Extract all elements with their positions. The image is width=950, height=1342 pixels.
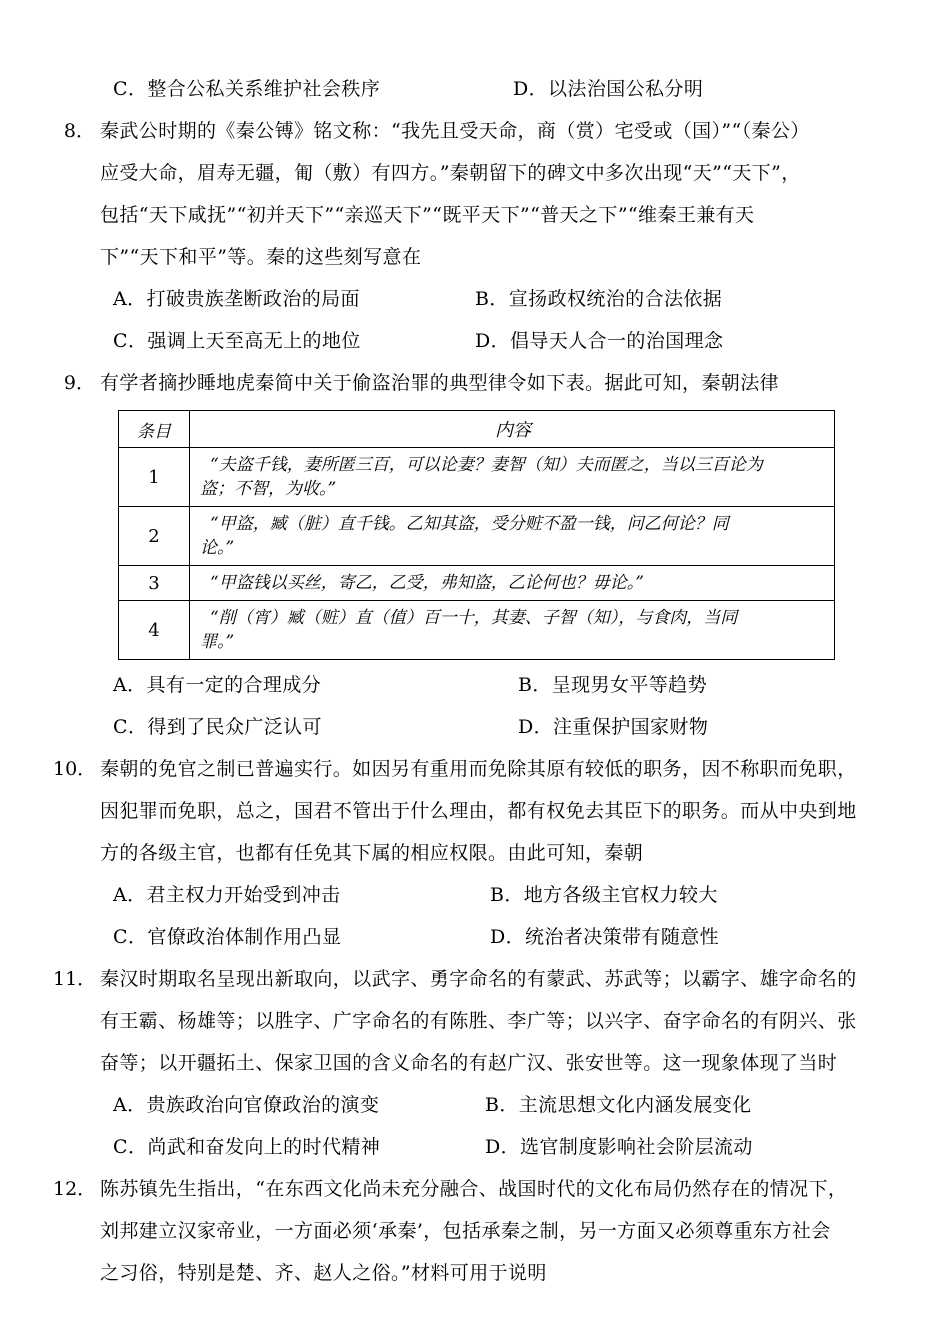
law-statutes-table: [118, 410, 835, 660]
question-9-option-b: B．呈现男女平等趋势: [518, 674, 707, 696]
question-8-option-b: B．宣扬政权统治的合法依据: [475, 288, 723, 310]
question-9-stem-line: 有学者摘抄睡地虎秦简中关于偷盗治罪的典型律令如下表。据此可知，秦朝法律: [100, 372, 780, 394]
question-10-options-row-cd: [100, 916, 910, 958]
question-12-number: 12．: [53, 1178, 97, 1200]
question-10-options-row-ab: [100, 874, 910, 916]
question-8-options-row-ab: [100, 278, 910, 320]
table-row-content: [190, 566, 835, 601]
question-10-stem-line: 因犯罪而免职，总之，国君不管出于什么理由，都有权免去其臣下的职务。而从中央到地: [100, 800, 857, 822]
table-cell-line: “夫盗千钱，妻所匿三百，可以论妻？妻智（知）夫而匿之，当以三百论为: [210, 455, 763, 475]
table-row: [119, 507, 835, 566]
question-12-stem-line: 陈苏镇先生指出，“在东西文化尚未充分融合、战国时代的文化布局仍然存在的情况下，: [100, 1178, 848, 1200]
question-8-stem-line: 包括“天下咸抚”“初并天下”“亲巡天下”“既平天下”“普天之下”“维秦王兼有天: [100, 204, 755, 226]
question-11-options-row-ab: [100, 1084, 910, 1126]
question-10-option-b: B．地方各级主官权力较大: [490, 884, 718, 906]
question-12-stem-line: 刘邦建立汉家帝业，一方面必须‘承秦’，包括承秦之制，另一方面又必须尊重东方社会: [100, 1220, 831, 1242]
table-cell-line: 盗；不智，为收。”: [200, 479, 337, 499]
question-8-option-c: C．强调上天至高无上的地位: [113, 330, 361, 352]
question-10-stem-line: 秦朝的免官之制已普遍实行。如因另有重用而免除其原有较低的职务，因不称职而免职，: [100, 758, 857, 780]
question-9-options-row-cd: [100, 706, 910, 748]
table-row: [119, 566, 835, 601]
question-9: [63, 362, 910, 748]
table-cell-line: 罪。”: [200, 632, 235, 652]
table-cell-line: “甲盗，臧（脏）直千钱。乙知其盗，受分赃不盈一钱，问乙何论？同: [210, 514, 729, 534]
question-10-stem-line: 方的各级主官，也都有任免其下属的相应权限。由此可知，秦朝: [100, 842, 644, 864]
table-cell-line: “削（宵）臧（赃）直（值）百一十，其妻、子智（知），与食肉，当同: [210, 608, 738, 628]
table-header-entry: 条目: [119, 411, 190, 448]
question-8-options-row-cd: [100, 320, 910, 362]
question-11-option-b: B．主流思想文化内涵发展变化: [485, 1094, 752, 1116]
table-row-id: 4: [119, 601, 190, 660]
question-8-number: 8．: [63, 120, 95, 142]
table-row-content: [190, 448, 835, 507]
question-11-stem-line: 奋等；以开疆拓土、保家卫国的含义命名的有赵广汉、张安世等。这一现象体现了当时: [100, 1052, 838, 1074]
table-row-content: [190, 507, 835, 566]
question-11-stem-line: 秦汉时期取名呈现出新取向，以武字、勇字命名的有蒙武、苏武等；以霸字、雄字命名的: [100, 968, 857, 990]
table-cell-line: “甲盗钱以买丝，寄乙，乙受，弗知盗，乙论何也？毋论。”: [210, 573, 644, 593]
question-7-option-c: C．整合公私关系维护社会秩序: [113, 78, 381, 100]
question-8-stem-line: 秦武公时期的《秦公镈》铭文称：“我先且受天命，商（赏）宅受或（国）”“（秦公）: [100, 120, 810, 142]
table-cell-line: 论。”: [200, 538, 235, 558]
table-row-id: 2: [119, 507, 190, 566]
table-row: [119, 448, 835, 507]
question-9-options-row-ab: [100, 664, 910, 706]
question-8-stem-line: 下”“天下和平”等。秦的这些刻写意在: [100, 246, 422, 268]
question-11-options-row-cd: [100, 1126, 910, 1168]
question-9-option-a: A．具有一定的合理成分: [113, 674, 322, 696]
question-11: [53, 958, 910, 1168]
question-11-stem-line: 有王霸、杨雄等；以胜字、广字命名的有陈胜、李广等；以兴字、奋字命名的有阴兴、张: [100, 1010, 857, 1032]
question-11-option-c: C．尚武和奋发向上的时代精神: [113, 1136, 381, 1158]
question-10-number: 10．: [53, 758, 97, 780]
table-row-content: [190, 601, 835, 660]
question-8-option-d: D．倡导天人合一的治国理念: [475, 330, 724, 352]
question-9-number: 9．: [63, 372, 95, 394]
table-row-id: 1: [119, 448, 190, 507]
question-7-options-row-cd: [100, 68, 910, 110]
table-header-content: 内容: [190, 411, 835, 448]
question-8-stem-line: 应受大命，眉寿无疆，匍（敷）有四方。”秦朝留下的碑文中多次出现“天”“天下”，: [100, 162, 801, 184]
question-10: [53, 748, 910, 958]
question-11-option-d: D．选官制度影响社会阶层流动: [485, 1136, 753, 1158]
question-9-option-c: C．得到了民众广泛认可: [113, 716, 322, 738]
table-row: [119, 601, 835, 660]
question-10-option-d: D．统治者决策带有随意性: [490, 926, 720, 948]
question-8-option-a: A．打破贵族垄断政治的局面: [113, 288, 360, 310]
question-8: [63, 110, 910, 362]
question-7-partial: [100, 68, 910, 110]
question-12-stem-line: 之习俗，特别是楚、齐、赵人之俗。”材料可用于说明: [100, 1262, 547, 1284]
question-7-option-d: D．以法治国公私分明: [513, 78, 704, 100]
question-10-option-c: C．官僚政治体制作用凸显: [113, 926, 342, 948]
question-10-option-a: A．君主权力开始受到冲击: [113, 884, 341, 906]
question-11-option-a: A．贵族政治向官僚政治的演变: [113, 1094, 380, 1116]
question-9-option-d: D．注重保护国家财物: [518, 716, 709, 738]
question-11-number: 11．: [53, 968, 97, 990]
question-12: [53, 1168, 910, 1294]
table-row-id: 3: [119, 566, 190, 601]
table-header-row: [119, 411, 835, 448]
